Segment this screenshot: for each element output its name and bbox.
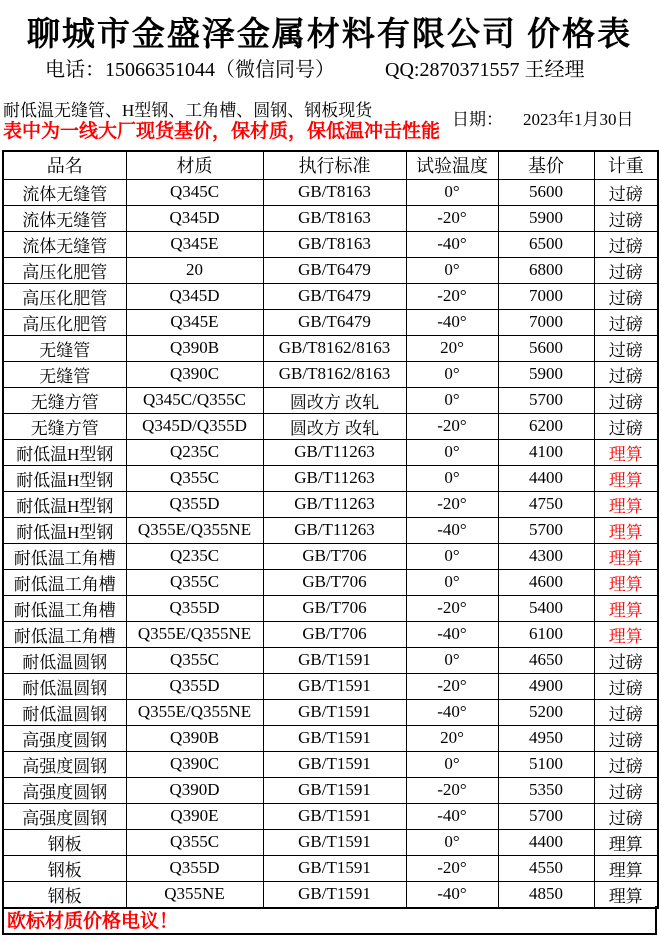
cell-material: Q345E bbox=[126, 309, 263, 335]
cell-weigh: 过磅 bbox=[594, 673, 658, 699]
page-title: 聊城市金盛泽金属材料有限公司 价格表 bbox=[26, 17, 633, 53]
cell-weigh: 过磅 bbox=[594, 647, 658, 673]
cell-price: 7000 bbox=[498, 309, 594, 335]
cell-temp: 0° bbox=[406, 439, 498, 465]
cell-standard: GB/T8163 bbox=[263, 205, 406, 231]
cell-standard: GB/T706 bbox=[263, 595, 406, 621]
cell-standard: GB/T1591 bbox=[263, 881, 406, 908]
cell-price: 5600 bbox=[498, 335, 594, 361]
cell-material: Q355D bbox=[126, 855, 263, 881]
cell-standard: GB/T706 bbox=[263, 569, 406, 595]
cell-material: Q390C bbox=[126, 751, 263, 777]
cell-temp: 0° bbox=[406, 361, 498, 387]
cell-name: 耐低温工角槽 bbox=[3, 543, 126, 569]
column-header: 执行标准 bbox=[263, 151, 406, 179]
cell-price: 4550 bbox=[498, 855, 594, 881]
cell-name: 钢板 bbox=[3, 881, 126, 908]
table-row bbox=[3, 465, 658, 491]
cell-temp: -20° bbox=[406, 855, 498, 881]
cell-temp: -20° bbox=[406, 413, 498, 439]
cell-temp: -20° bbox=[406, 491, 498, 517]
cell-material: Q355NE bbox=[126, 881, 263, 908]
cell-weigh: 过磅 bbox=[594, 205, 658, 231]
cell-material: Q390D bbox=[126, 777, 263, 803]
table-row bbox=[3, 829, 658, 855]
cell-price: 6100 bbox=[498, 621, 594, 647]
cell-price: 4400 bbox=[498, 829, 594, 855]
cell-temp: 20° bbox=[406, 335, 498, 361]
cell-temp: -40° bbox=[406, 309, 498, 335]
cell-weigh: 理算 bbox=[594, 855, 658, 881]
cell-name: 高压化肥管 bbox=[3, 283, 126, 309]
cell-temp: 0° bbox=[406, 543, 498, 569]
cell-material: Q355E/Q355NE bbox=[126, 621, 263, 647]
cell-temp: -40° bbox=[406, 699, 498, 725]
cell-standard: GB/T8163 bbox=[263, 179, 406, 205]
cell-name: 耐低温圆钢 bbox=[3, 699, 126, 725]
table-row bbox=[3, 309, 658, 335]
cell-material: Q355C bbox=[126, 569, 263, 595]
cell-price: 4400 bbox=[498, 465, 594, 491]
cell-material: Q345D/Q355D bbox=[126, 413, 263, 439]
cell-temp: 0° bbox=[406, 829, 498, 855]
price-table bbox=[2, 150, 659, 909]
date-value: 2023年1月30日 bbox=[523, 110, 634, 129]
cell-weigh: 过磅 bbox=[594, 179, 658, 205]
cell-weigh: 理算 bbox=[594, 595, 658, 621]
footer-note-bar bbox=[2, 906, 657, 935]
cell-name: 流体无缝管 bbox=[3, 205, 126, 231]
cell-price: 5400 bbox=[498, 595, 594, 621]
cell-price: 5600 bbox=[498, 179, 594, 205]
cell-price: 5700 bbox=[498, 517, 594, 543]
cell-temp: 0° bbox=[406, 465, 498, 491]
table-row bbox=[3, 283, 658, 309]
cell-material: Q355C bbox=[126, 465, 263, 491]
cell-price: 5350 bbox=[498, 777, 594, 803]
cell-standard: GB/T8162/8163 bbox=[263, 361, 406, 387]
cell-name: 无缝管 bbox=[3, 335, 126, 361]
cell-standard: GB/T1591 bbox=[263, 829, 406, 855]
cell-temp: 0° bbox=[406, 387, 498, 413]
cell-price: 5200 bbox=[498, 699, 594, 725]
cell-standard: GB/T706 bbox=[263, 543, 406, 569]
cell-price: 5900 bbox=[498, 205, 594, 231]
cell-temp: -40° bbox=[406, 803, 498, 829]
cell-name: 耐低温工角槽 bbox=[3, 621, 126, 647]
cell-temp: -20° bbox=[406, 595, 498, 621]
cell-weigh: 理算 bbox=[594, 621, 658, 647]
cell-weigh: 理算 bbox=[594, 491, 658, 517]
cell-weigh: 过磅 bbox=[594, 283, 658, 309]
table-row bbox=[3, 855, 658, 881]
cell-standard: 圆改方 改轧 bbox=[263, 413, 406, 439]
cell-weigh: 过磅 bbox=[594, 777, 658, 803]
cell-price: 4650 bbox=[498, 647, 594, 673]
cell-name: 无缝方管 bbox=[3, 413, 126, 439]
cell-price: 6500 bbox=[498, 231, 594, 257]
cell-name: 高强度圆钢 bbox=[3, 751, 126, 777]
cell-temp: 20° bbox=[406, 725, 498, 751]
cell-standard: GB/T8163 bbox=[263, 231, 406, 257]
cell-name: 流体无缝管 bbox=[3, 179, 126, 205]
table-row bbox=[3, 257, 658, 283]
cell-material: 20 bbox=[126, 257, 263, 283]
qq-contact: QQ:2870371557 王经理 bbox=[385, 59, 585, 81]
cell-material: Q355C bbox=[126, 829, 263, 855]
cell-material: Q355D bbox=[126, 595, 263, 621]
cell-price: 4100 bbox=[498, 439, 594, 465]
table-row bbox=[3, 179, 658, 205]
cell-weigh: 过磅 bbox=[594, 361, 658, 387]
cell-material: Q355E/Q355NE bbox=[126, 699, 263, 725]
cell-material: Q390E bbox=[126, 803, 263, 829]
cell-standard: GB/T1591 bbox=[263, 699, 406, 725]
cell-weigh: 理算 bbox=[594, 829, 658, 855]
cell-material: Q355C bbox=[126, 647, 263, 673]
date-label: 日期： bbox=[452, 110, 503, 129]
cell-temp: 0° bbox=[406, 751, 498, 777]
cell-material: Q355D bbox=[126, 673, 263, 699]
column-header: 计重 bbox=[594, 151, 658, 179]
cell-weigh: 过磅 bbox=[594, 335, 658, 361]
cell-name: 高强度圆钢 bbox=[3, 725, 126, 751]
cell-temp: -40° bbox=[406, 621, 498, 647]
phone-label: 电话： bbox=[45, 59, 105, 81]
cell-price: 5100 bbox=[498, 751, 594, 777]
cell-price: 4750 bbox=[498, 491, 594, 517]
cell-price: 6800 bbox=[498, 257, 594, 283]
cell-temp: -40° bbox=[406, 881, 498, 908]
cell-weigh: 过磅 bbox=[594, 309, 658, 335]
column-header: 基价 bbox=[498, 151, 594, 179]
cell-standard: GB/T11263 bbox=[263, 491, 406, 517]
cell-name: 耐低温H型钢 bbox=[3, 465, 126, 491]
cell-standard: GB/T1591 bbox=[263, 725, 406, 751]
cell-name: 高压化肥管 bbox=[3, 309, 126, 335]
cell-weigh: 理算 bbox=[594, 569, 658, 595]
table-row bbox=[3, 205, 658, 231]
cell-price: 4950 bbox=[498, 725, 594, 751]
cell-name: 钢板 bbox=[3, 855, 126, 881]
cell-name: 耐低温H型钢 bbox=[3, 517, 126, 543]
table-row bbox=[3, 569, 658, 595]
cell-standard: GB/T11263 bbox=[263, 465, 406, 491]
cell-temp: -40° bbox=[406, 517, 498, 543]
table-row bbox=[3, 491, 658, 517]
table-row bbox=[3, 517, 658, 543]
table-row bbox=[3, 647, 658, 673]
price-guarantee-note: 表中为一线大厂现货基价，保材质，保低温冲击性能 bbox=[3, 121, 441, 142]
cell-name: 钢板 bbox=[3, 829, 126, 855]
cell-price: 4900 bbox=[498, 673, 594, 699]
cell-weigh: 过磅 bbox=[594, 751, 658, 777]
cell-temp: -20° bbox=[406, 205, 498, 231]
cell-weigh: 过磅 bbox=[594, 413, 658, 439]
cell-material: Q390C bbox=[126, 361, 263, 387]
cell-material: Q345C bbox=[126, 179, 263, 205]
cell-temp: 0° bbox=[406, 647, 498, 673]
table-header-row bbox=[3, 151, 658, 179]
table-row bbox=[3, 231, 658, 257]
cell-name: 流体无缝管 bbox=[3, 231, 126, 257]
cell-name: 无缝管 bbox=[3, 361, 126, 387]
table-row bbox=[3, 621, 658, 647]
cell-name: 高压化肥管 bbox=[3, 257, 126, 283]
cell-material: Q235C bbox=[126, 439, 263, 465]
cell-standard: GB/T1591 bbox=[263, 673, 406, 699]
table-row bbox=[3, 595, 658, 621]
cell-weigh: 过磅 bbox=[594, 231, 658, 257]
cell-material: Q355D bbox=[126, 491, 263, 517]
phone-number bbox=[45, 53, 335, 82]
cell-name: 耐低温H型钢 bbox=[3, 439, 126, 465]
cell-weigh: 理算 bbox=[594, 439, 658, 465]
table-row bbox=[3, 881, 658, 908]
cell-weigh: 过磅 bbox=[594, 803, 658, 829]
phone-value: 15066351044（微信同号） bbox=[105, 59, 335, 81]
cell-standard: GB/T11263 bbox=[263, 439, 406, 465]
cell-temp: -40° bbox=[406, 231, 498, 257]
table-row bbox=[3, 439, 658, 465]
table-row bbox=[3, 699, 658, 725]
cell-weigh: 理算 bbox=[594, 881, 658, 908]
cell-temp: -20° bbox=[406, 673, 498, 699]
cell-weigh: 过磅 bbox=[594, 257, 658, 283]
cell-price: 4600 bbox=[498, 569, 594, 595]
cell-standard: GB/T1591 bbox=[263, 855, 406, 881]
cell-weigh: 过磅 bbox=[594, 699, 658, 725]
table-body bbox=[3, 179, 658, 908]
cell-material: Q390B bbox=[126, 335, 263, 361]
cell-name: 耐低温圆钢 bbox=[3, 673, 126, 699]
cell-material: Q345D bbox=[126, 283, 263, 309]
cell-material: Q345D bbox=[126, 205, 263, 231]
cell-weigh: 理算 bbox=[594, 517, 658, 543]
cell-price: 5900 bbox=[498, 361, 594, 387]
cell-material: Q390B bbox=[126, 725, 263, 751]
cell-material: Q355E/Q355NE bbox=[126, 517, 263, 543]
cell-name: 高强度圆钢 bbox=[3, 777, 126, 803]
cell-weigh: 理算 bbox=[594, 465, 658, 491]
cell-standard: 圆改方 改轧 bbox=[263, 387, 406, 413]
cell-price: 4850 bbox=[498, 881, 594, 908]
cell-weigh: 过磅 bbox=[594, 725, 658, 751]
cell-weigh: 理算 bbox=[594, 543, 658, 569]
cell-name: 耐低温工角槽 bbox=[3, 595, 126, 621]
table-row bbox=[3, 543, 658, 569]
table-row bbox=[3, 725, 658, 751]
cell-material: Q345E bbox=[126, 231, 263, 257]
cell-standard: GB/T11263 bbox=[263, 517, 406, 543]
cell-price: 4300 bbox=[498, 543, 594, 569]
cell-price: 7000 bbox=[498, 283, 594, 309]
cell-standard: GB/T6479 bbox=[263, 283, 406, 309]
cell-name: 耐低温H型钢 bbox=[3, 491, 126, 517]
cell-standard: GB/T706 bbox=[263, 621, 406, 647]
cell-standard: GB/T6479 bbox=[263, 309, 406, 335]
cell-temp: -20° bbox=[406, 777, 498, 803]
table-row bbox=[3, 673, 658, 699]
cell-standard: GB/T1591 bbox=[263, 647, 406, 673]
column-header: 品名 bbox=[3, 151, 126, 179]
cell-standard: GB/T6479 bbox=[263, 257, 406, 283]
table-row bbox=[3, 387, 658, 413]
cell-material: Q345C/Q355C bbox=[126, 387, 263, 413]
table-row bbox=[3, 335, 658, 361]
footer-note: 欧标材质价格电议！ bbox=[7, 911, 179, 932]
column-header: 试验温度 bbox=[406, 151, 498, 179]
cell-temp: 0° bbox=[406, 257, 498, 283]
cell-temp: -20° bbox=[406, 283, 498, 309]
cell-name: 耐低温工角槽 bbox=[3, 569, 126, 595]
cell-price: 5700 bbox=[498, 803, 594, 829]
cell-temp: 0° bbox=[406, 569, 498, 595]
cell-material: Q235C bbox=[126, 543, 263, 569]
cell-standard: GB/T1591 bbox=[263, 751, 406, 777]
cell-price: 6200 bbox=[498, 413, 594, 439]
table-row bbox=[3, 413, 658, 439]
cell-standard: GB/T1591 bbox=[263, 803, 406, 829]
table-row bbox=[3, 803, 658, 829]
table-row bbox=[3, 777, 658, 803]
cell-weigh: 过磅 bbox=[594, 387, 658, 413]
cell-standard: GB/T1591 bbox=[263, 777, 406, 803]
products-subtitle: 耐低温无缝管、H型钢、工角槽、圆钢、钢板现货 bbox=[3, 101, 373, 120]
table-row bbox=[3, 751, 658, 777]
table-row bbox=[3, 361, 658, 387]
cell-price: 5700 bbox=[498, 387, 594, 413]
cell-standard: GB/T8162/8163 bbox=[263, 335, 406, 361]
cell-name: 无缝方管 bbox=[3, 387, 126, 413]
cell-name: 高强度圆钢 bbox=[3, 803, 126, 829]
column-header: 材质 bbox=[126, 151, 263, 179]
cell-name: 耐低温圆钢 bbox=[3, 647, 126, 673]
cell-temp: 0° bbox=[406, 179, 498, 205]
